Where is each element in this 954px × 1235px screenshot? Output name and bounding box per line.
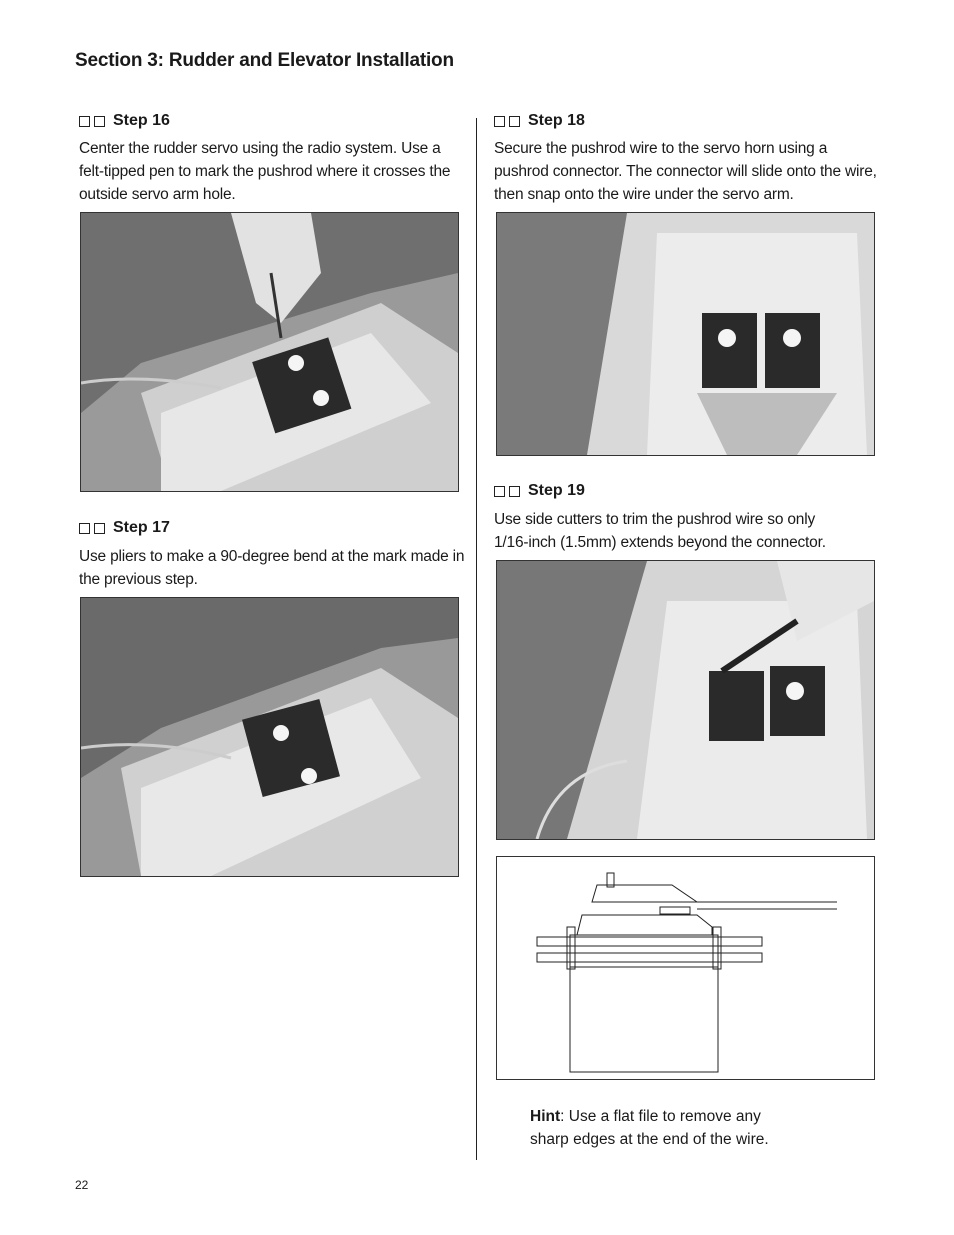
page-number: 22: [75, 1178, 89, 1192]
checkbox-icon[interactable]: [509, 116, 520, 127]
checkbox-icon[interactable]: [509, 486, 520, 497]
step-17-line-2: the previous step.: [79, 571, 198, 588]
step-17-title: Step 17: [113, 519, 170, 536]
step-18-text: [494, 137, 877, 206]
servo-connector-diagram: [496, 856, 875, 1080]
section-title: Section 3: Rudder and Elevator Installation: [75, 50, 454, 71]
hint-label: Hint: [530, 1108, 561, 1125]
step-19-photo: [496, 560, 875, 840]
step-16-line-1: Center the rudder servo using the radio system. Use a: [79, 140, 441, 157]
step-16-photo: [80, 212, 459, 492]
step-19-line-1: Use side cutters to trim the pushrod wire so only: [494, 511, 816, 528]
checkbox-icon[interactable]: [494, 116, 505, 127]
step-17-line-1: Use pliers to make a 90-degree bend at the mark made in: [79, 548, 465, 565]
step-19-line-2: 1/16-inch (1.5mm) extends beyond the connector.: [494, 534, 826, 551]
checkbox-icon[interactable]: [79, 116, 90, 127]
step-17-photo: [80, 597, 459, 877]
checkbox-icon[interactable]: [94, 116, 105, 127]
step-16-text: [79, 137, 450, 206]
hint-text-line-1: : Use a flat file to remove any: [560, 1108, 761, 1125]
step-17-heading: [79, 519, 170, 537]
step-19-title: Step 19: [528, 482, 585, 499]
checkbox-icon[interactable]: [94, 523, 105, 534]
step-16-heading: [79, 112, 170, 130]
checkbox-icon[interactable]: [494, 486, 505, 497]
checkbox-icon[interactable]: [79, 523, 90, 534]
step-19-text: [494, 508, 826, 554]
step-19-heading: [494, 482, 585, 500]
hint-text-line-2: sharp edges at the end of the wire.: [530, 1131, 769, 1148]
step-18-title: Step 18: [528, 112, 585, 129]
step-18-line-3: then snap onto the wire under the servo arm.: [494, 186, 794, 203]
step-18-heading: [494, 112, 585, 130]
step-16-title: Step 16: [113, 112, 170, 129]
step-17-text: [79, 545, 464, 591]
hint-note: [530, 1105, 769, 1151]
step-16-line-3: outside servo arm hole.: [79, 186, 236, 203]
step-18-photo: [496, 212, 875, 456]
step-16-line-2: felt-tipped pen to mark the pushrod where it crosses the: [79, 163, 451, 180]
step-18-line-1: Secure the pushrod wire to the servo horn using a: [494, 140, 828, 157]
column-divider: [476, 118, 477, 1160]
step-18-line-2: pushrod connector. The connector will slide onto the wire,: [494, 163, 877, 180]
